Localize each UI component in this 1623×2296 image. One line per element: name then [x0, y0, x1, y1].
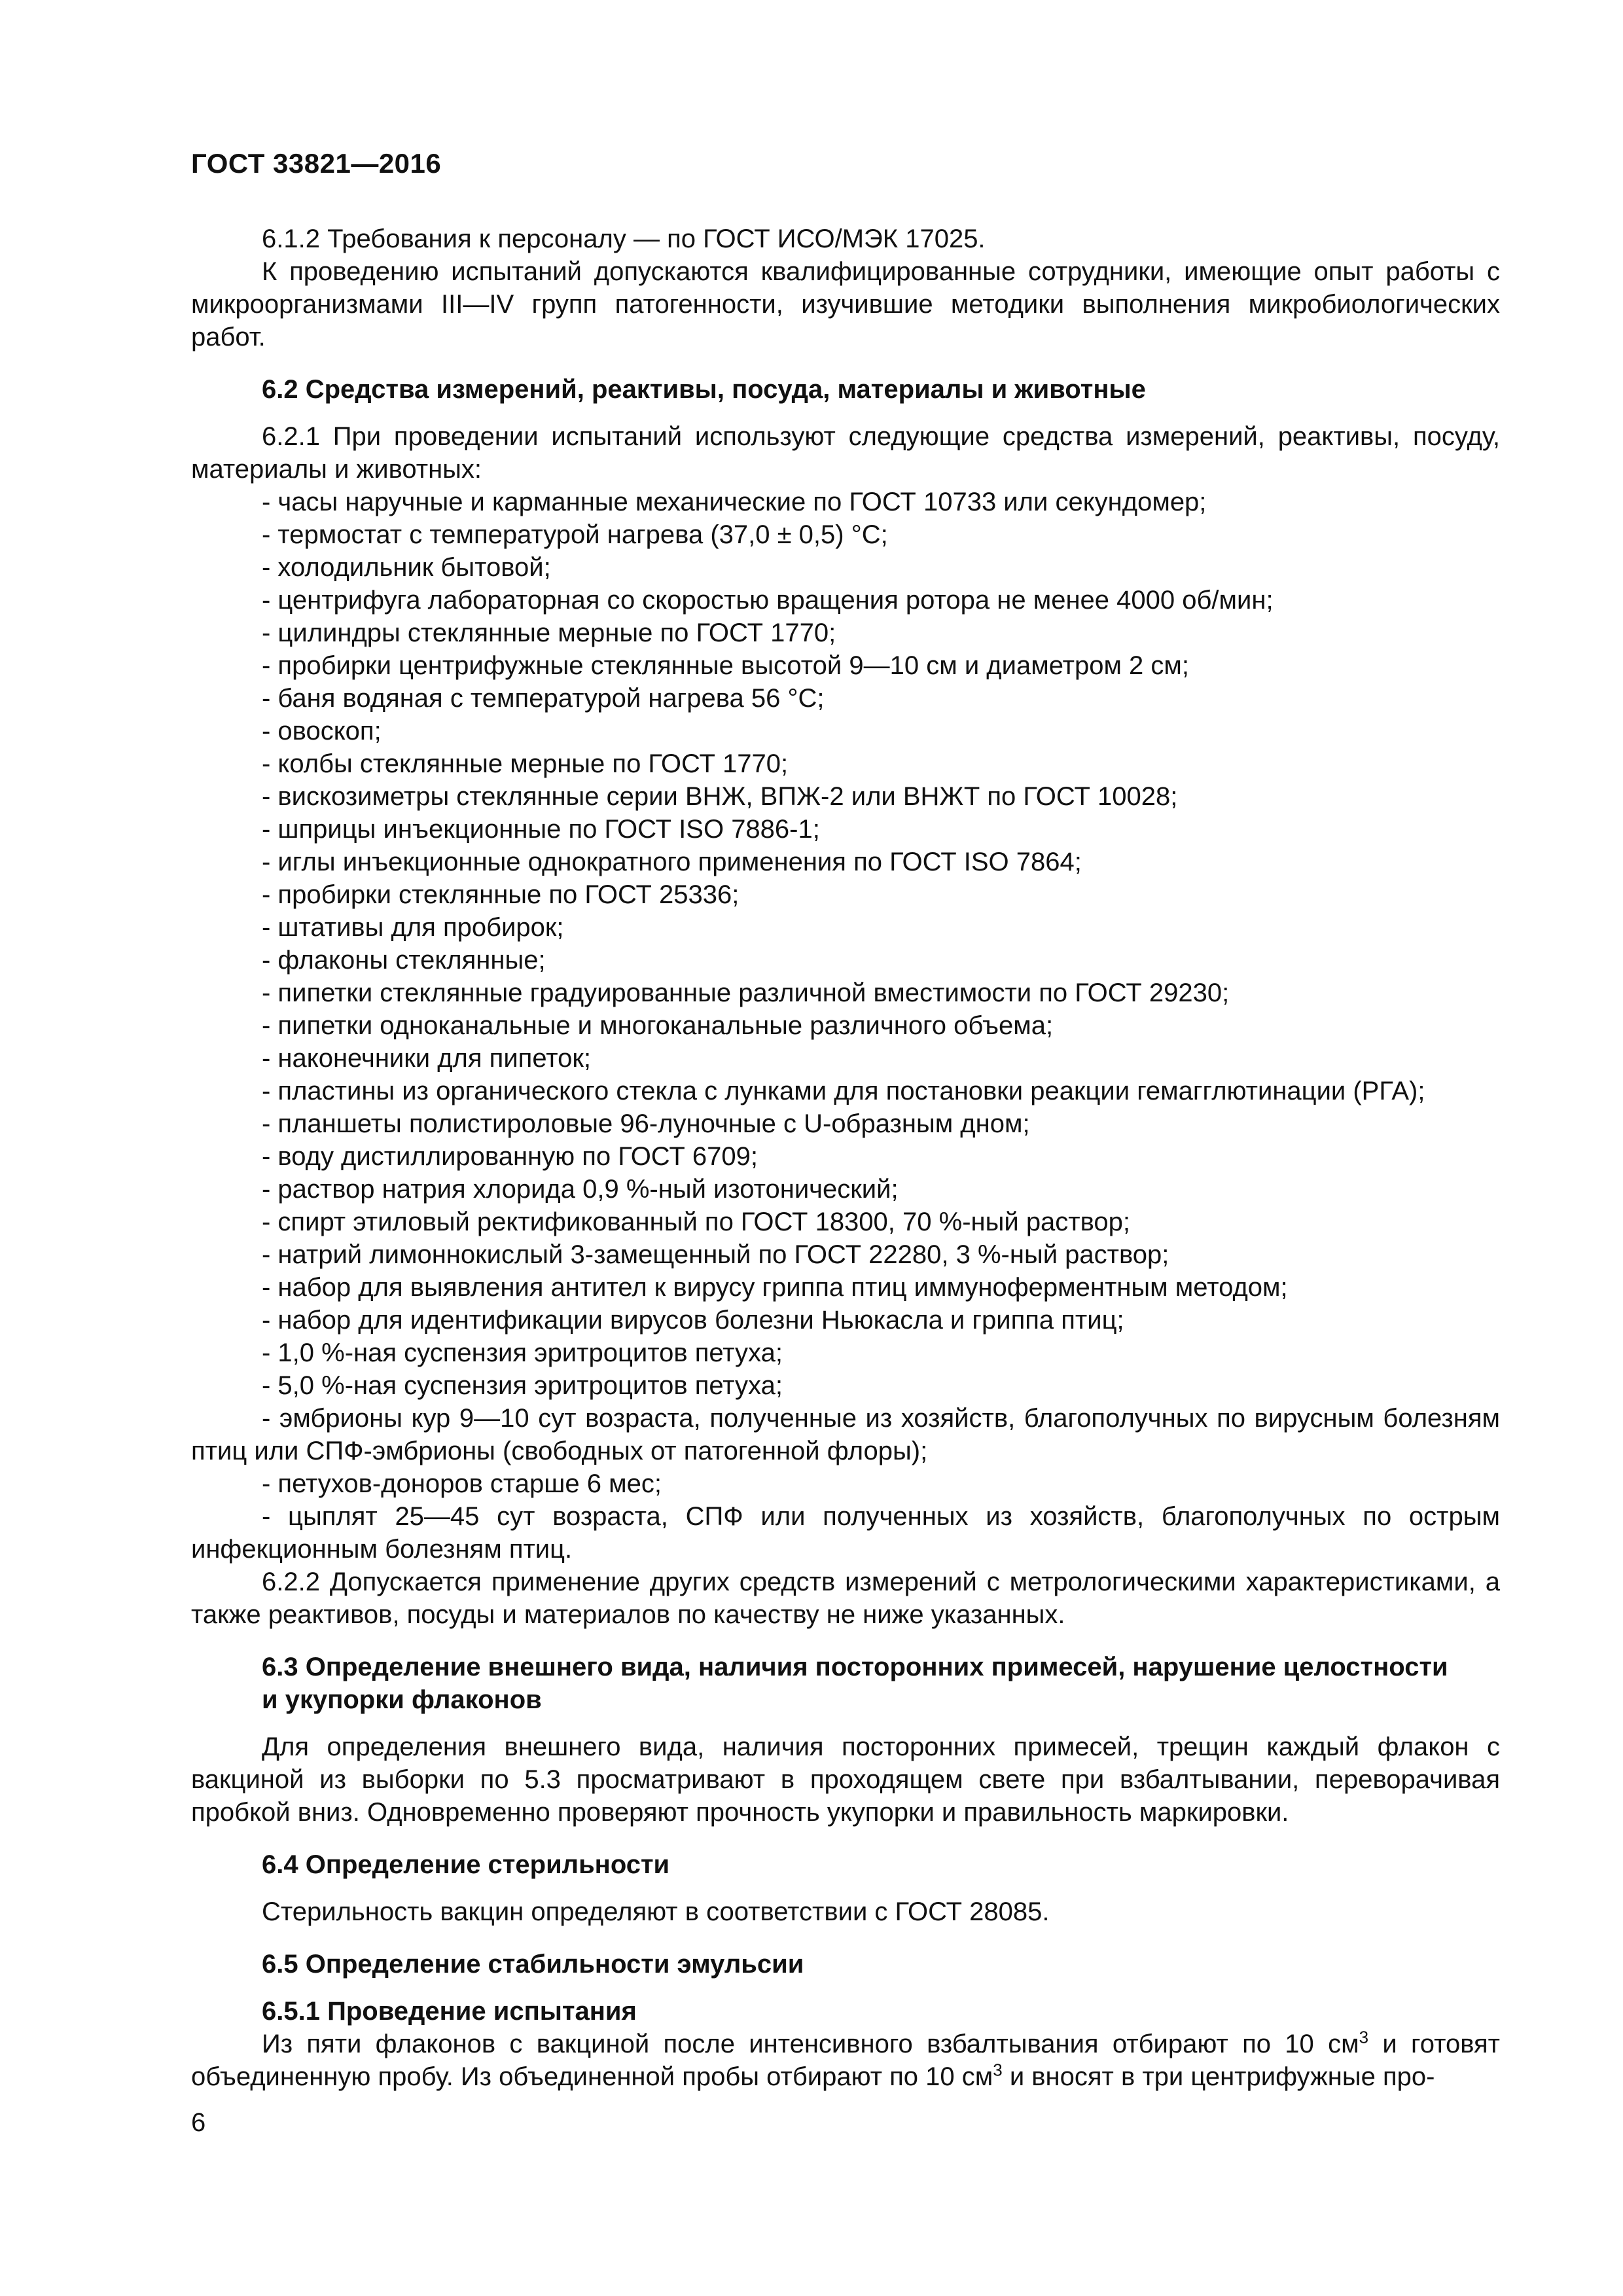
list-item: - штативы для пробирок; — [262, 913, 564, 942]
section-heading-6-2: 6.2 Средства измерений, реактивы, посуда, материалы и животные — [262, 375, 1146, 404]
document-body — [191, 223, 1500, 2093]
list-item: - цилиндры стеклянные мерные по ГОСТ 1770; — [262, 619, 836, 647]
paragraph-6-2-2: 6.2.2 Допускается применение других средств измерений с метрологическими характеристиками, а также реактивов, посуды и материалов по качеству не ниже указанных. — [191, 1568, 1500, 1629]
paragraph-6-4: Стерильность вакцин определяют в соответствии с ГОСТ 28085. — [262, 1897, 1050, 1926]
superscript-cube: 3 — [993, 2060, 1003, 2080]
equipment-list — [191, 486, 1500, 1566]
section-heading-6-3-line2: и укупорки флаконов — [262, 1685, 542, 1714]
paragraph-6-2-1: 6.2.1 При проведении испытаний используют следующие средства измерений, реактивы, посуду, материалы и животных: — [191, 422, 1500, 484]
list-item: - пробирки центрифужные стеклянные высотой 9—10 см и диаметром 2 см; — [262, 651, 1190, 680]
list-item: - пипетки стеклянные градуированные различной вместимости по ГОСТ 29230; — [262, 978, 1230, 1007]
list-item: - наконечники для пипеток; — [262, 1044, 591, 1073]
section-heading-6-3-line1: 6.3 Определение внешнего вида, наличия посторонних примесей, нарушение целостности — [262, 1653, 1448, 1681]
standard-header: ГОСТ 33821—2016 — [191, 148, 442, 179]
list-item: - иглы инъекционные однократного применения по ГОСТ ISO 7864; — [262, 848, 1082, 876]
paragraph-6-5-1-part-c: и вносят в три центрифужные про- — [1002, 2062, 1435, 2091]
list-item: - овоскоп; — [262, 717, 382, 745]
list-item: - пластины из органического стекла с лунками для постановки реакции гемагглютинации (РГА); — [262, 1077, 1425, 1105]
list-item: - колбы стеклянные мерные по ГОСТ 1770; — [262, 749, 789, 778]
list-item: - холодильник бытовой; — [262, 553, 551, 582]
paragraph-6-1-2: 6.1.2 Требования к персоналу — по ГОСТ ИСО/МЭК 17025. — [262, 224, 986, 253]
list-item: - пробирки стеклянные по ГОСТ 25336; — [262, 880, 740, 909]
paragraph-6-5-1-part-b: и готовят объединенную пробу. Из объединенной пробы отбирают по 10 см — [191, 2030, 1500, 2091]
list-item: - центрифуга лабораторная со скоростью вращения ротора не менее 4000 об/мин; — [262, 586, 1274, 615]
list-item: - петухов-доноров старше 6 мес; — [262, 1469, 662, 1498]
list-item: - планшеты полистироловые 96-луночные с U-образным дном; — [262, 1109, 1030, 1138]
list-item: - раствор натрия хлорида 0,9 %-ный изотонический; — [262, 1175, 899, 1204]
list-item: - баня водяная с температурой нагрева 56 °С; — [262, 684, 825, 713]
list-item: - спирт этиловый ректификованный по ГОСТ 18300, 70 %-ный раствор; — [262, 1208, 1131, 1236]
list-item: - натрий лимоннокислый 3-замещенный по ГОСТ 22280, 3 %-ный раствор; — [262, 1240, 1169, 1269]
paragraph-6-5-1-part-a: Из пяти флаконов с вакциной после интенсивного взбалтывания отбирают по 10 см — [262, 2030, 1359, 2058]
paragraph-6-5-1 — [191, 2028, 1500, 2093]
section-heading-6-5: 6.5 Определение стабильности эмульсии — [262, 1950, 804, 1979]
list-item: - набор для выявления антител к вирусу гриппа птиц иммуноферментным методом; — [262, 1273, 1288, 1302]
page-number: 6 — [191, 2108, 206, 2137]
list-item: - воду дистиллированную по ГОСТ 6709; — [262, 1142, 758, 1171]
list-item: - эмбрионы кур 9—10 сут возраста, полученные из хозяйств, благополучных по вирусным болезням птиц или СПФ-эмбрионы (свободных от патогенной флоры); — [191, 1404, 1500, 1465]
subsection-heading-6-5-1: 6.5.1 Проведение испытания — [262, 1997, 637, 2026]
list-item: - часы наручные и карманные механические по ГОСТ 10733 или секундомер; — [262, 488, 1207, 516]
list-item: - пипетки одноканальные и многоканальные различного объема; — [262, 1011, 1054, 1040]
list-item: - флаконы стеклянные; — [262, 946, 546, 975]
superscript-cube: 3 — [1359, 2027, 1369, 2047]
list-item: - 1,0 %-ная суспензия эритроцитов петуха; — [262, 1338, 783, 1367]
paragraph-6-3: Для определения внешнего вида, наличия посторонних примесей, трещин каждый флакон с вакциной из выборки по 5.3 просматривают в проходящем свете при взбалтывании, переворачивая пробкой вниз. Одновременно проверяют прочность укупорки и правильность маркировки. — [191, 1732, 1500, 1827]
list-item: - 5,0 %-ная суспензия эритроцитов петуха; — [262, 1371, 783, 1400]
list-item: - шприцы инъекционные по ГОСТ ISO 7886-1; — [262, 815, 820, 844]
section-heading-6-4: 6.4 Определение стерильности — [262, 1850, 670, 1879]
list-item: - набор для идентификации вирусов болезни Ньюкасла и гриппа птиц; — [262, 1306, 1124, 1335]
paragraph-personnel: К проведению испытаний допускаются квалифицированные сотрудники, имеющие опыт работы с микроорганизмами III—IV групп патогенности, изучившие методики выполнения микробиологических работ. — [191, 257, 1500, 351]
list-item: - цыплят 25—45 сут возраста, СПФ или полученных из хозяйств, благополучных по острым инфекционным болезням птиц. — [191, 1502, 1500, 1564]
list-item: - термостат с температурой нагрева (37,0 ± 0,5) °С; — [262, 520, 888, 549]
list-item: - вискозиметры стеклянные серии ВНЖ, ВПЖ-2 или ВНЖТ по ГОСТ 10028; — [262, 782, 1178, 811]
